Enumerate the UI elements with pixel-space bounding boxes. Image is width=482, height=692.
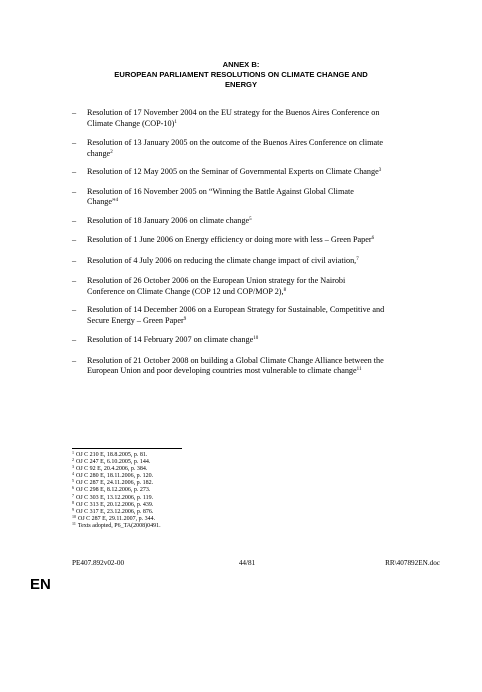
footnote-number: 5	[72, 478, 74, 484]
footnote-item	[72, 513, 372, 523]
list-dash: –	[72, 108, 77, 117]
resolution-line: Climate Change (COP-10)	[87, 118, 175, 128]
resolution-item	[72, 235, 417, 246]
resolution-list	[72, 108, 417, 377]
language-code: EN	[30, 576, 51, 593]
footnote-item	[72, 506, 372, 516]
document-reference: PE407.892v02-00	[72, 559, 125, 567]
footnote-item	[72, 499, 372, 509]
footnote-list	[72, 452, 372, 530]
footnote-reference[interactable]: 3	[378, 168, 382, 173]
list-dash: –	[72, 276, 77, 285]
footnote-item	[72, 487, 372, 494]
resolution-line: Resolution of 17 November 2004 on the EU strategy for the Buenos Aires Conference on	[87, 108, 380, 117]
resolution-text	[87, 305, 417, 326]
list-dash: –	[72, 215, 77, 225]
footnote-text: OJ C 287 E, 29.11.2007, p. 344.	[78, 515, 156, 522]
footnote-reference[interactable]: 11	[356, 367, 362, 372]
resolution-line: change	[87, 148, 111, 158]
resolution-text	[87, 276, 417, 297]
annex-title-line: ENERGY	[224, 80, 258, 89]
resolution-line: Resolution of 1 June 2006 on Energy efficiency or doing more with less – Green Paper	[87, 235, 372, 244]
resolution-line: Resolution of 14 December 2006 on a European Strategy for Sustainable, Competitive and	[87, 305, 385, 314]
footnote-text: OJ C 247 E, 6.10.2005, p. 144.	[76, 459, 151, 466]
footnote-text: OJ C 303 E, 13.12.2006, p. 119.	[76, 494, 154, 501]
resolution-text	[87, 138, 417, 159]
resolution-item	[72, 138, 417, 159]
resolution-line: Change”	[87, 197, 116, 206]
resolution-text	[87, 356, 417, 377]
list-dash: –	[72, 138, 77, 147]
footnote-reference[interactable]: 9	[183, 316, 187, 322]
footnote-item	[72, 492, 372, 502]
resolution-text	[87, 187, 417, 208]
resolution-item	[72, 167, 417, 178]
list-dash: –	[72, 235, 77, 244]
footnote-reference[interactable]: 1	[174, 119, 177, 125]
resolution-item	[72, 216, 417, 227]
footnote-reference[interactable]: 8	[283, 287, 287, 293]
resolution-line: Resolution of 13 January 2005 on the outcome of the Buenos Aires Conference on climate	[87, 138, 384, 147]
footnote-item	[72, 520, 372, 530]
footnote-number: 6	[72, 485, 74, 491]
list-dash: –	[72, 305, 77, 314]
list-dash: –	[72, 355, 77, 365]
footnote-text: OJ C 280 E, 18.11.2006, p. 120.	[76, 473, 154, 480]
resolution-text	[87, 235, 417, 246]
resolution-item	[72, 256, 417, 267]
resolution-text	[87, 167, 417, 178]
page-number: 44/81	[238, 559, 256, 567]
footnote-text: OJ C 210 E, 18.8.2005, p. 81.	[76, 452, 148, 458]
footnote-reference[interactable]: 5	[249, 216, 252, 222]
footnote-number: 10	[72, 513, 76, 519]
footnote-number: 8	[72, 499, 74, 505]
resolution-item	[72, 305, 417, 326]
list-dash: –	[72, 255, 77, 265]
footnote-text: Texts adopted, P6_TA(2008)0491.	[77, 522, 161, 529]
footnote-number: 4	[72, 471, 74, 477]
annex-title-line: EUROPEAN PARLIAMENT RESOLUTIONS ON CLIMATE CHANGE AND	[114, 70, 368, 79]
resolution-line: Resolution of 26 October 2006 on the European Union strategy for the Nairobi	[87, 276, 346, 285]
footnote-text: OJ C 313 E, 20.12.2006, p. 439.	[76, 501, 154, 508]
resolution-item	[72, 276, 417, 297]
footnote-number: 7	[72, 492, 74, 498]
resolution-item	[72, 356, 417, 377]
footnote-number: 1	[72, 450, 74, 455]
resolution-text	[87, 256, 417, 267]
resolution-line: Resolution of 12 May 2005 on the Seminar of Governmental Experts on Climate Change	[87, 167, 379, 176]
footnote-text: OJ C 317 E, 23.12.2006, p. 876.	[76, 508, 154, 515]
annex-title-line: ANNEX B:	[222, 60, 260, 69]
footnote-text: OJ C 298 E, 8.12.2006, p. 273.	[76, 487, 151, 494]
resolution-item	[72, 335, 417, 346]
resolution-line: Resolution of 18 January 2006 on climate change	[87, 215, 250, 225]
file-name: RR\407892EN.doc	[385, 559, 440, 567]
resolution-text	[87, 335, 417, 346]
footnote-reference[interactable]: 2	[110, 149, 113, 155]
resolution-item	[72, 108, 417, 129]
footnote-separator	[72, 448, 182, 449]
resolution-text	[87, 108, 417, 129]
footnote-reference[interactable]: 4	[115, 198, 119, 203]
resolution-line: Resolution of 16 November 2005 on “Winning the Battle Against Global Climate	[87, 186, 354, 196]
list-dash: –	[72, 186, 77, 196]
footnote-text: OJ C 92 E, 20.4.2006, p. 384.	[76, 466, 148, 473]
footnote-number: 9	[72, 506, 74, 512]
annex-title	[60, 60, 422, 90]
resolution-line: Secure Energy – Green Paper	[87, 315, 184, 325]
footnote-number: 3	[72, 464, 74, 470]
footnote-reference[interactable]: 6	[371, 236, 375, 241]
footnote-reference[interactable]: 10	[253, 336, 259, 341]
resolution-item	[72, 187, 417, 208]
footnote-number: 11	[72, 520, 76, 526]
footnote-text: OJ C 287 E, 24.11.2006, p. 182.	[76, 480, 154, 487]
footnote-number: 2	[72, 457, 74, 463]
resolution-line: Resolution of 14 February 2007 on climate change	[87, 335, 254, 344]
resolution-line: Resolution of 4 July 2006 on reducing the climate change impact of civil aviation,	[87, 255, 357, 265]
list-dash: –	[72, 167, 77, 176]
resolution-text	[87, 216, 417, 227]
list-dash: –	[72, 335, 77, 344]
resolution-line: Resolution of 21 October 2008 on building a Global Climate Change Alliance between the	[87, 355, 384, 365]
footnote-reference[interactable]: 7	[356, 256, 359, 262]
resolution-line: European Union and poor developing countries most vulnerable to climate change	[87, 366, 357, 375]
resolution-line: Conference on Climate Change (COP 12 und COP/MOP 2),	[87, 286, 284, 296]
